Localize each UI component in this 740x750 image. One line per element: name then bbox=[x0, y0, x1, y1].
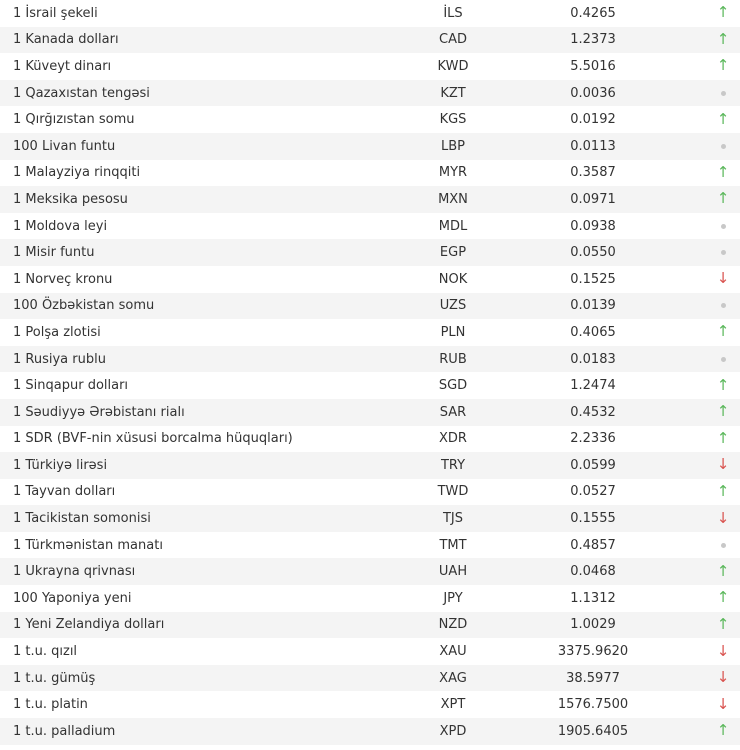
arrow-up-icon: ↑ bbox=[716, 721, 730, 740]
currency-name: 1 Yeni Zelandiya dolları bbox=[0, 612, 413, 639]
currency-row bbox=[0, 612, 740, 639]
arrow-down-icon: ↓ bbox=[716, 694, 730, 713]
trend-indicator bbox=[693, 239, 740, 266]
currency-row bbox=[0, 213, 740, 240]
currency-rate: 1.1312 bbox=[570, 590, 616, 606]
trend-indicator bbox=[693, 160, 740, 187]
currency-name: 1 Türkiyə lirəsi bbox=[0, 452, 413, 479]
currency-name: 1 t.u. platin bbox=[13, 697, 88, 713]
currency-name: 1 t.u. palladium bbox=[0, 718, 413, 745]
no-change-dot-icon bbox=[721, 250, 726, 255]
currency-rate: 1576.7500 bbox=[557, 697, 629, 713]
currency-name: 1 Ukrayna qrivnası bbox=[0, 558, 413, 585]
currency-code: XAU bbox=[439, 644, 467, 660]
currency-row bbox=[0, 532, 740, 559]
currency-rate: 0.0113 bbox=[493, 133, 693, 160]
currency-name: 1 Misir funtu bbox=[0, 239, 413, 266]
currency-name: 1 Tacikistan somonisi bbox=[0, 505, 413, 532]
currency-code: XAG bbox=[413, 665, 493, 692]
arrow-up-icon: ↑ bbox=[716, 29, 730, 48]
arrow-up-icon: ↑ bbox=[716, 162, 730, 181]
currency-row bbox=[0, 505, 740, 532]
trend-indicator bbox=[693, 691, 740, 718]
currency-code: TWD bbox=[437, 484, 469, 500]
currency-row bbox=[0, 319, 740, 346]
currency-row bbox=[0, 293, 740, 320]
trend-indicator bbox=[693, 319, 740, 346]
trend-indicator bbox=[693, 372, 740, 399]
currency-code: XPT bbox=[440, 697, 466, 713]
currency-name: 100 Yaponiya yeni bbox=[13, 590, 132, 606]
currency-name: 1 Sinqapur dolları bbox=[13, 378, 129, 394]
currency-code: PLN bbox=[440, 324, 466, 340]
arrow-up-icon: ↑ bbox=[716, 109, 730, 128]
trend-indicator bbox=[693, 346, 740, 373]
trend-indicator bbox=[693, 27, 740, 54]
no-change-dot-icon bbox=[721, 357, 726, 362]
currency-name: 1 Polşa zlotisi bbox=[13, 324, 101, 340]
trend-indicator bbox=[693, 53, 740, 80]
currency-name: 1 t.u. qızıl bbox=[13, 644, 78, 660]
trend-indicator bbox=[693, 532, 740, 559]
currency-rate: 0.0599 bbox=[493, 452, 693, 479]
currency-rate: 0.0036 bbox=[493, 80, 693, 107]
currency-name: 1 Moldova leyi bbox=[13, 218, 108, 234]
currency-row bbox=[0, 266, 740, 293]
currency-rate: 0.1525 bbox=[570, 271, 616, 287]
arrow-up-icon: ↑ bbox=[716, 402, 730, 421]
trend-indicator bbox=[693, 479, 740, 506]
currency-name: 1 Rusiya rublu bbox=[0, 346, 413, 373]
arrow-up-icon: ↑ bbox=[716, 56, 730, 75]
currency-name: 1 Küveyt dinarı bbox=[13, 58, 112, 74]
currency-name: 1 Səudiyyə Ərəbistanı rialı bbox=[0, 399, 413, 426]
trend-indicator bbox=[693, 133, 740, 160]
currency-rate: 1.2373 bbox=[493, 27, 693, 54]
no-change-dot-icon bbox=[721, 144, 726, 149]
currency-row bbox=[0, 399, 740, 426]
currency-rate: 1905.6405 bbox=[493, 718, 693, 745]
currency-row bbox=[0, 372, 740, 399]
currency-code: RUB bbox=[413, 346, 493, 373]
currency-rate: 0.0550 bbox=[493, 239, 693, 266]
arrow-down-icon: ↓ bbox=[716, 269, 730, 288]
currency-row bbox=[0, 426, 740, 453]
arrow-down-icon: ↓ bbox=[716, 455, 730, 474]
currency-code: EGP bbox=[413, 239, 493, 266]
arrow-up-icon: ↑ bbox=[716, 561, 730, 580]
currency-name: 100 Livan funtu bbox=[0, 133, 413, 160]
trend-indicator bbox=[693, 293, 740, 320]
currency-rate: 0.4532 bbox=[493, 399, 693, 426]
trend-indicator bbox=[693, 106, 740, 133]
trend-indicator bbox=[693, 665, 740, 692]
currency-name: 1 İsrail şekeli bbox=[13, 5, 98, 21]
currency-rate: 3375.9620 bbox=[557, 644, 629, 660]
currency-code: MXN bbox=[413, 186, 493, 213]
currency-row bbox=[0, 27, 740, 54]
currency-rate: 0.3587 bbox=[570, 165, 616, 181]
currency-row bbox=[0, 558, 740, 585]
currency-rate: 0.4857 bbox=[570, 537, 616, 553]
currency-code: TRY bbox=[413, 452, 493, 479]
arrow-up-icon: ↑ bbox=[716, 375, 730, 394]
arrow-up-icon: ↑ bbox=[716, 189, 730, 208]
currency-row bbox=[0, 346, 740, 373]
trend-indicator bbox=[693, 266, 740, 293]
currency-code: CAD bbox=[413, 27, 493, 54]
currency-code: NZD bbox=[413, 612, 493, 639]
currency-name: 1 Norveç kronu bbox=[13, 271, 113, 287]
currency-row bbox=[0, 106, 740, 133]
arrow-up-icon: ↑ bbox=[716, 3, 730, 22]
currency-code: KZT bbox=[413, 80, 493, 107]
currency-rate: 0.4065 bbox=[570, 324, 616, 340]
arrow-up-icon: ↑ bbox=[716, 614, 730, 633]
currency-code: TJS bbox=[413, 505, 493, 532]
trend-indicator bbox=[693, 0, 740, 27]
currency-name: 1 Qırğızıstan somu bbox=[13, 112, 135, 128]
currency-row bbox=[0, 0, 740, 27]
currency-name: 1 Tayvan dolları bbox=[13, 484, 116, 500]
currency-code: SGD bbox=[438, 378, 468, 394]
trend-indicator bbox=[693, 638, 740, 665]
trend-indicator bbox=[693, 80, 740, 107]
currency-name: 1 Türkmənistan manatı bbox=[13, 537, 163, 553]
currency-rate: 1.2474 bbox=[570, 378, 616, 394]
currency-code: XPD bbox=[413, 718, 493, 745]
currency-rate: 0.0938 bbox=[570, 218, 616, 234]
currency-code: İLS bbox=[443, 5, 463, 21]
currency-row bbox=[0, 638, 740, 665]
currency-row bbox=[0, 718, 740, 745]
arrow-down-icon: ↓ bbox=[716, 641, 730, 660]
currency-rate: 0.0192 bbox=[570, 112, 616, 128]
arrow-up-icon: ↑ bbox=[716, 322, 730, 341]
no-change-dot-icon bbox=[721, 91, 726, 96]
currency-row bbox=[0, 80, 740, 107]
currency-rate: 38.5977 bbox=[493, 665, 693, 692]
currency-rate: 2.2336 bbox=[570, 431, 616, 447]
no-change-dot-icon bbox=[721, 303, 726, 308]
currency-rate: 1.0029 bbox=[493, 612, 693, 639]
arrow-down-icon: ↓ bbox=[716, 508, 730, 527]
currency-code: TMT bbox=[439, 537, 467, 553]
currency-row bbox=[0, 585, 740, 612]
arrow-up-icon: ↑ bbox=[716, 588, 730, 607]
trend-indicator bbox=[693, 399, 740, 426]
trend-indicator bbox=[693, 585, 740, 612]
trend-indicator bbox=[693, 612, 740, 639]
no-change-dot-icon bbox=[721, 224, 726, 229]
currency-row bbox=[0, 691, 740, 718]
currency-code: KGS bbox=[439, 112, 467, 128]
currency-rate: 0.1555 bbox=[493, 505, 693, 532]
currency-code: LBP bbox=[413, 133, 493, 160]
currency-rate: 0.0139 bbox=[493, 293, 693, 320]
currency-row bbox=[0, 452, 740, 479]
currency-row bbox=[0, 133, 740, 160]
trend-indicator bbox=[693, 186, 740, 213]
currency-rate: 0.0183 bbox=[493, 346, 693, 373]
currency-row bbox=[0, 239, 740, 266]
trend-indicator bbox=[693, 718, 740, 745]
currency-name: 1 Kanada dolları bbox=[0, 27, 413, 54]
currency-rate: 0.0468 bbox=[493, 558, 693, 585]
trend-indicator bbox=[693, 213, 740, 240]
arrow-up-icon: ↑ bbox=[716, 481, 730, 500]
currency-code: MYR bbox=[438, 165, 468, 181]
currency-row bbox=[0, 53, 740, 80]
currency-code: SAR bbox=[413, 399, 493, 426]
no-change-dot-icon bbox=[721, 543, 726, 548]
currency-code: XDR bbox=[439, 431, 467, 447]
currency-name: 1 Meksika pesosu bbox=[0, 186, 413, 213]
currency-code: KWD bbox=[437, 58, 469, 74]
currency-row bbox=[0, 665, 740, 692]
currency-code: NOK bbox=[438, 271, 468, 287]
currency-rate: 5.5016 bbox=[570, 58, 616, 74]
trend-indicator bbox=[693, 558, 740, 585]
currency-code: UAH bbox=[413, 558, 493, 585]
currency-code: UZS bbox=[413, 293, 493, 320]
currency-code: MDL bbox=[438, 218, 468, 234]
trend-indicator bbox=[693, 426, 740, 453]
currency-name: 1 t.u. gümüş bbox=[0, 665, 413, 692]
currency-row bbox=[0, 479, 740, 506]
currency-row bbox=[0, 160, 740, 187]
currency-name: 1 Malayziya rinqqiti bbox=[13, 165, 141, 181]
currency-code: JPY bbox=[443, 590, 463, 606]
arrow-down-icon: ↓ bbox=[716, 668, 730, 687]
currency-row bbox=[0, 186, 740, 213]
currency-name: 100 Özbəkistan somu bbox=[0, 293, 413, 320]
currency-rate: 0.0971 bbox=[493, 186, 693, 213]
trend-indicator bbox=[693, 452, 740, 479]
currency-rate: 0.0527 bbox=[570, 484, 616, 500]
currency-rate: 0.4265 bbox=[570, 5, 616, 21]
currency-name: 1 Qazaxıstan tengəsi bbox=[0, 80, 413, 107]
arrow-up-icon: ↑ bbox=[716, 428, 730, 447]
trend-indicator bbox=[693, 505, 740, 532]
currency-name: 1 SDR (BVF-nin xüsusi borcalma hüquqları) bbox=[13, 431, 293, 447]
